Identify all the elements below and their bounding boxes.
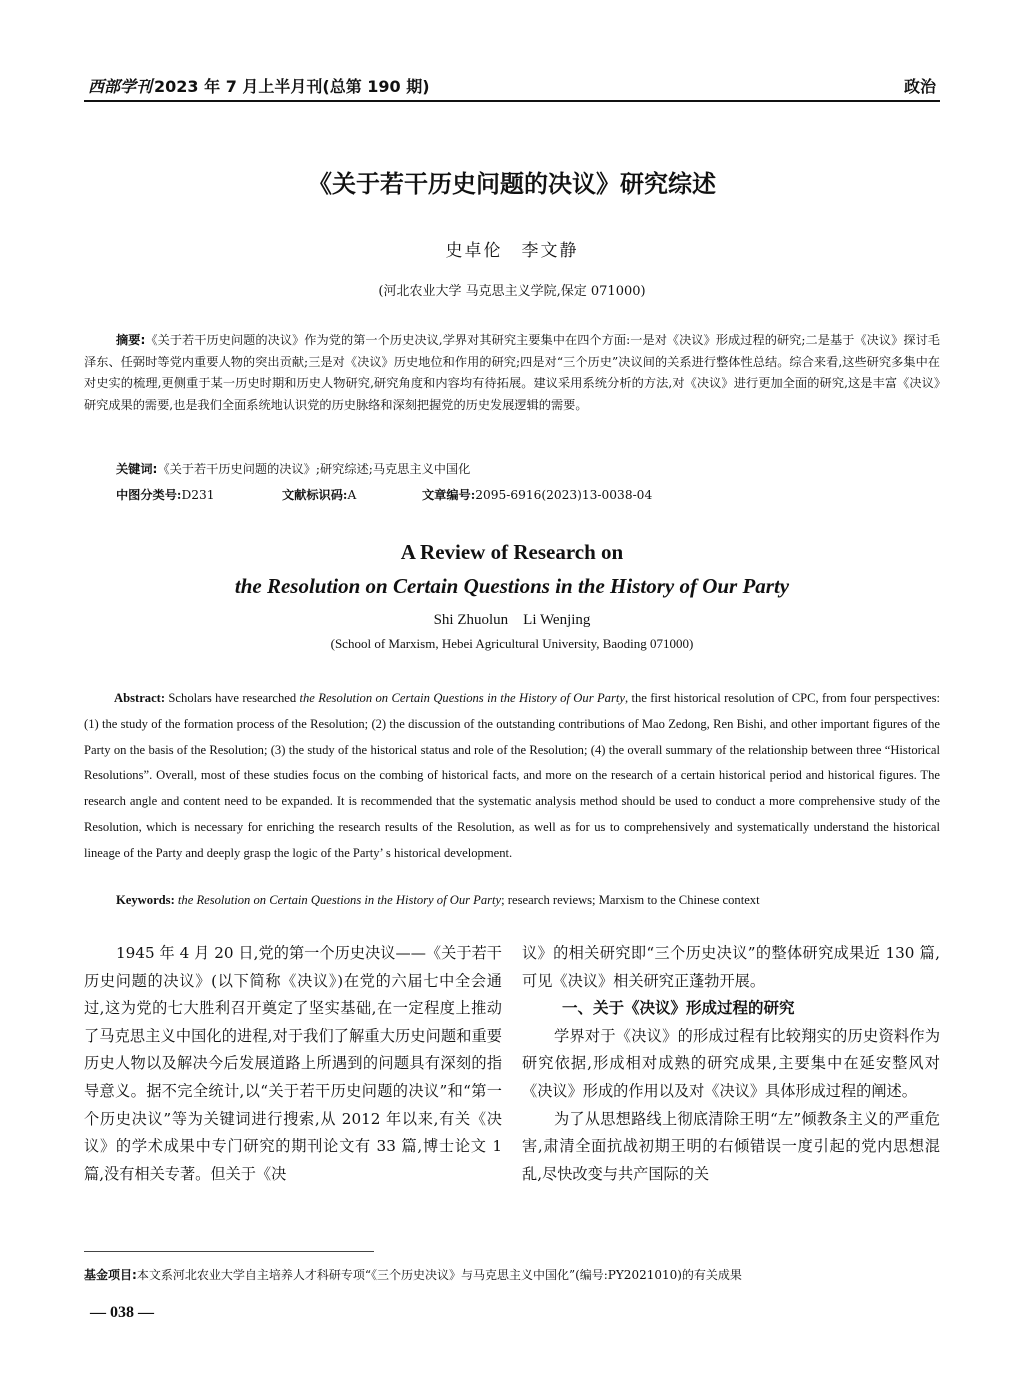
abstract-en-label: Abstract: xyxy=(114,691,166,705)
section-heading: 一、关于《决议》形成过程的研究 xyxy=(562,999,795,1018)
authors-cn: 史卓伦 李文静 xyxy=(445,241,579,261)
clc-label: 中图分类号: xyxy=(116,488,182,502)
section-label: 政治 xyxy=(903,77,936,96)
body-paragraph: 1945 年 4 月 20 日,党的第一个历史决议——《关于若干历史问题的决议》(以下简称《决议》)在党的六届七中全会通过,这为党的七大胜利召开奠定了坚实基础,在一定程度上推动了马克思主义中国化的进程,对于我们了解重大历史问题和重要历史人物以及解决今后发展道路上所遇到的问题具有深刻的指导意义。据不完全统计,以“关于若干历史问题的决议”和“第一个历史决议”等为关键词进行搜索,从 2012 年以来,有关《决议》的学术成果中专门研究的期刊论文有 33 篇,博士论文 1 篇,没有相关专著。但关于《决 xyxy=(84,944,502,1183)
article-title-en-line2: the Resolution on Certain Questions in the History of Our Party xyxy=(234,574,790,598)
keywords-en xyxy=(116,893,760,908)
journal-header xyxy=(88,74,430,97)
body-paragraph: 为了从思想路线上彻底清除王明“左”倾教条主义的严重危害,肃清全面抗战初期王明的右倾错误一度引起的党内思想混乱,尽快改变与共产国际的关 xyxy=(522,1109,940,1183)
journal-name: 西部学刊 xyxy=(88,77,153,96)
abstract-en xyxy=(84,686,940,867)
footnote-divider xyxy=(84,1251,374,1252)
doc-code-label: 文献标识码: xyxy=(282,488,348,502)
keywords-en-label: Keywords: xyxy=(116,893,175,907)
keywords-en-rest: ; research reviews; Marxism to the Chinese context xyxy=(501,893,760,907)
footnote-label: 基金项目: xyxy=(84,1268,137,1282)
funding-footnote xyxy=(84,1266,742,1283)
body-paragraph: 学界对于《决议》的形成过程有比较翔实的历史资料作为研究依据,形成相对成熟的研究成果,主要集中在延安整风对《决议》形成的作用以及对《决议》具体形成过程的阐述。 xyxy=(522,1026,940,1100)
classification-row xyxy=(116,486,652,503)
article-number-value: 2095-6916(2023)13-0038-04 xyxy=(475,488,653,502)
abstract-en-italic: the Resolution on Certain Questions in the History of Our Party xyxy=(299,691,625,705)
body-paragraph: 议》的相关研究即“三个历史决议”的整体研究成果近 130 篇,可见《决议》相关研究正蓬勃开展。 xyxy=(522,944,940,990)
issue-info: 2023 年 7 月上半月刊(总第 190 期) xyxy=(154,77,430,96)
abstract-en-text-a: Scholars have researched xyxy=(165,691,300,705)
article-title-en-line1: A Review of Research on xyxy=(400,540,624,564)
body-column-left xyxy=(84,940,502,1188)
header-divider xyxy=(84,100,940,102)
abstract-cn-label: 摘要: xyxy=(116,333,146,347)
doc-code-value: A xyxy=(347,488,357,502)
clc-value: D231 xyxy=(181,488,215,502)
keywords-cn xyxy=(116,460,470,477)
keywords-en-italic: the Resolution on Certain Questions in the History of Our Party xyxy=(177,893,502,907)
abstract-en-text-b: , the first historical resolution of CPC, from four perspectives: (1) the study of the formation process of the Resolution; (2) the discussion of the outstanding contributions of Mao Zedong, Ren Bishi, and other important figures of the Party on the basis of the Resolution; (3) the study of the historical status and role of the Resolution; (4) the overall summary of the relationship between three “Historical Resolutions”. Overall, most of these studies focus on the combing of historical facts, and more on the research of a certain historical period and historical figures. The research angle and content need to be expanded. It is recommended that the systematic analysis method should be used to conduct a more comprehensive study of the Resolution, which is necessary for enriching the research results of the Resolution, as well as for us to comprehensively and systematically understand the historical lineage of the Party and deeply grasp the logic of the Party’ s historical development. xyxy=(84,691,940,860)
article-title-cn: 《关于若干历史问题的决议》研究综述 xyxy=(308,170,716,198)
abstract-cn xyxy=(84,330,940,416)
article-number-label: 文章编号: xyxy=(422,488,476,502)
body-column-right xyxy=(522,940,940,1188)
abstract-cn-text: 《关于若干历史问题的决议》作为党的第一个历史决议,学界对其研究主要集中在四个方面:一是对《决议》形成过程的研究;二是基于《决议》探讨毛泽东、任弼时等党内重要人物的突出贡献;三是对《决议》历史地位和作用的研究;四是对“三个历史”决议间的关系进行整体性总结。综合来看,这些研究多集中在对史实的梳理,更侧重于某一历史时期和历史人物研究,研究角度和内容均有待拓展。建议采用系统分析的方法,对《决议》进行更加全面的研究,这是丰富《决议》研究成果的需要,也是我们全面系统地认识党的历史脉络和深刻把握党的历史发展逻辑的需要。 xyxy=(84,333,940,412)
affiliation-cn: (河北农业大学 马克思主义学院,保定 071000) xyxy=(378,284,646,299)
page-number: — 038 — xyxy=(90,1304,154,1321)
affiliation-en: (School of Marxism, Hebei Agricultural University, Baoding 071000) xyxy=(330,636,694,651)
footnote-text: 本文系河北农业大学自主培养人才科研专项“《三个历史决议》与马克思主义中国化”(编号:PY2021010)的有关成果 xyxy=(136,1268,742,1282)
keywords-cn-label: 关键词: xyxy=(116,462,158,476)
authors-en: Shi Zhuolun Li Wenjing xyxy=(433,612,591,628)
keywords-cn-text: 《关于若干历史问题的决议》;研究综述;马克思主义中国化 xyxy=(157,462,471,476)
